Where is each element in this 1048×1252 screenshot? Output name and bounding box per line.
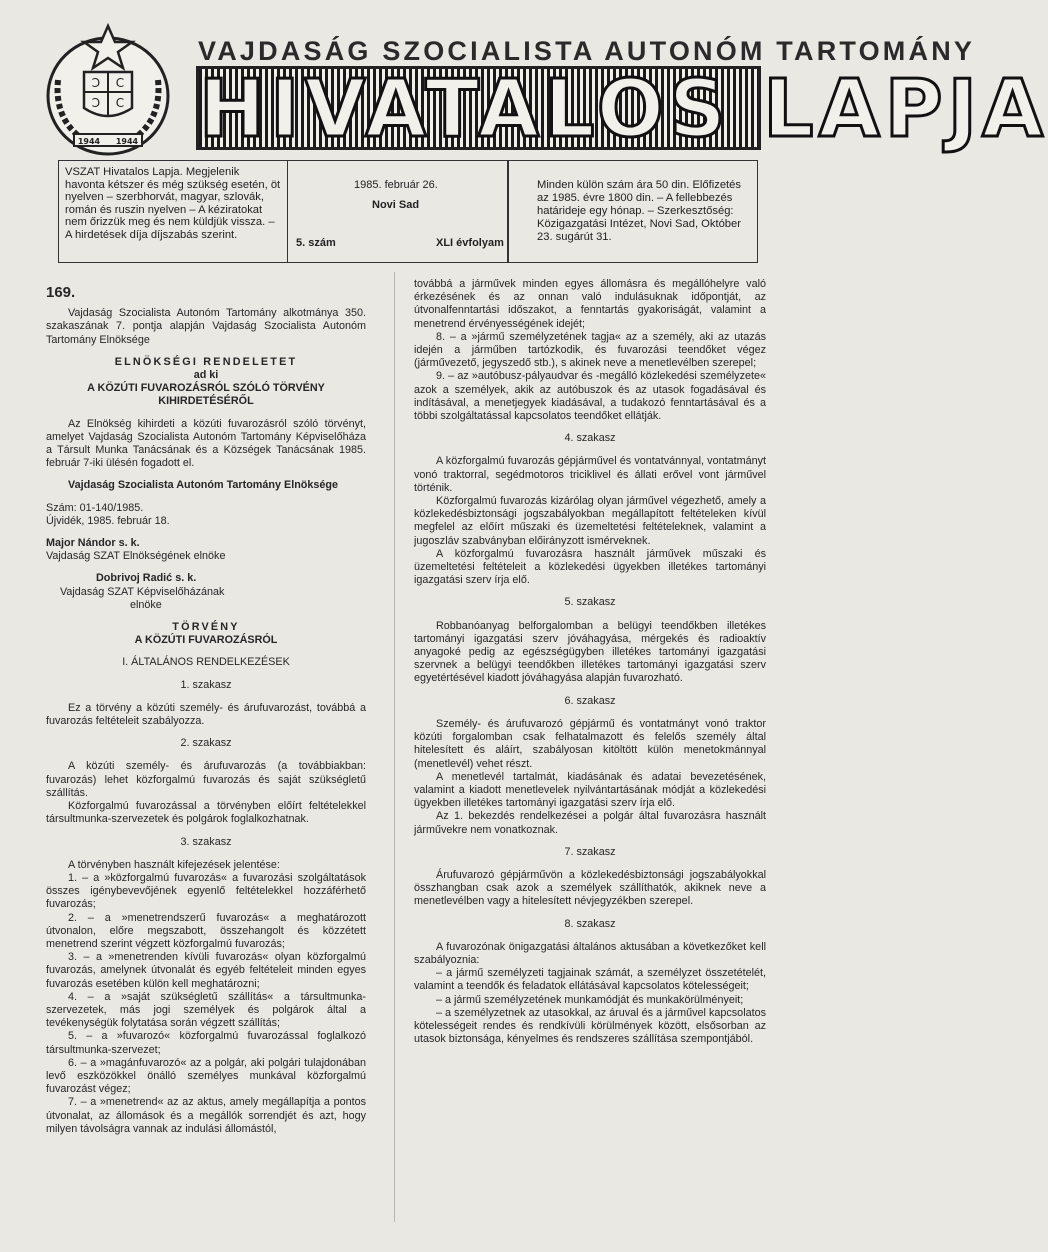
masthead-subtitle: VAJDASÁG SZOCIALISTA AUTONÓM TARTOMÁNY [198, 36, 976, 66]
section-heading: 7. szakasz [564, 845, 616, 858]
section-2-text: A közúti személy- és árufuvarozás (a továbbiakban: fuvarozás) lehet közforgalmú fuvarozás és saját szükségletű szállítás. [46, 760, 366, 799]
svg-text:C: C [115, 96, 125, 110]
section-8-list-item: – a jármű személyzeti tagjainak számát, a személyzet összetételét, valamint a teendők és feladatok ellátásával kapcsolatos kötelességeit; [414, 967, 766, 993]
signer-2-role-2: elnöke [130, 598, 162, 611]
signer-1-name: Major Nándor s. k. [46, 537, 140, 550]
section-4-text: A közforgalmú fuvarozásra használt járművek műszaki és üzemeltetési feltételeit a közlekedési ügyekben illetékes tartományi igazgatási szerv írja elő. [414, 547, 766, 587]
reference-date: Újvidék, 1985. február 18. [46, 514, 170, 527]
price-info-box: Minden külön szám ára 50 din. Előfizetés az 1985. évre 1800 din. – A fellebbezés határideje egy hónap. – Szerkesztőség: Közigazgatási Intézet, Novi Sad, Október 23. sugárút 31. [508, 160, 758, 263]
signer-2-role: Vajdaság SZAT Képviselőházának [60, 585, 225, 598]
section-heading: 4. szakasz [564, 432, 616, 445]
publication-info-box: VSZAT Hivatalos Lapja. Megjelenik havonta kétszer és még szükség esetén, öt nyelven – szerbhorvát, magyar, szlovák, román és ruszin nyelven – A kéziratokat nem őrizzük meg és nem küldjük vissza. – A hirdetések díja díjszabás szerint. [58, 160, 288, 263]
chapter-heading: I. ÁLTALÁNOS RENDELKEZÉSEK [122, 656, 290, 669]
section-8-text: A fuvarozónak önigazgatási általános aktusában a következőket kell szabályoznia: [414, 940, 766, 966]
section-7-text: Árufuvarozó gépjárművön a közlekedésbiztonsági jogszabályokkal összhangban csak azok a személyek szállíthatók, akiknek neve a menetlevélben vagy a hitelesített névjegyzékben szerepel. [414, 868, 766, 908]
section-6-text: Személy- és árufuvarozó gépjármű és vontatmányt vonó traktor közúti forgalomban csak felhatalmazott és felelős személy által hitelesített és aláírt, szabályosan kitöltött külön menetokmánnyal (menetlevél) vehet részt. [414, 717, 766, 770]
signer-1-role: Vajdaság SZAT Elnökségének elnöke [46, 550, 226, 563]
left-column [46, 286, 366, 1136]
coat-of-arms-icon [44, 20, 172, 158]
law-subject: A KÖZÚTI FUVAROZÁSRÓL [134, 634, 278, 647]
signer-2-name: Dobrivoj Radić s. k. [96, 572, 197, 585]
masthead-title [196, 63, 1048, 155]
issue-place: Novi Sad [372, 199, 420, 211]
definition-item: 6. – a »magánfuvarozó« az a polgár, aki polgári tulajdonában levő eszközökkel önálló személyes munkával közforgalmú fuvarozást végez; [46, 1056, 366, 1096]
section-3-intro: A törvényben használt kifejezések jelentése: [68, 858, 280, 871]
section-4-text: Közforgalmú fuvarozás kizárólag olyan járművel végezhető, amely a közlekedésbiztonsági jogszabályokban megállapított feltételeken kívül megfelel az előírt műszaki és üzemeltetési feltételeknek, valamint a jugoszláv szabványban előirányzott ismérveknek. [414, 495, 766, 547]
reference-number: Szám: 01-140/1985. [46, 501, 144, 514]
section-6-text: A menetlevél tartalmát, kiadásának és adatai bevezetésének, valamint a kiadott menetlevelek nyilvántartásának módját a közlekedési ügyekben illetékes tartományi igazgatási szerv írja elő. [414, 770, 766, 810]
section-4-text: A közforgalmú fuvarozás gépjárművel és vontatvánnyal, vontatmányt vonó traktorral, segédmotoros triciklivel és állati erővel vont járművel történik. [414, 455, 766, 494]
decree-intro: Vajdaság Szocialista Autonóm Tartomány alkotmánya 350. szakaszának 7. pontja alapján Vajdaság Szocialista Autonóm Tartomány Elnöksége [46, 307, 366, 346]
presidency-line: Vajdaság Szocialista Autonóm Tartomány Elnöksége [68, 479, 338, 492]
decree-number: 169. [46, 284, 76, 301]
section-heading: 1. szakasz [180, 678, 232, 691]
decree-title-ad-ki: ad ki [193, 369, 219, 382]
definition-item: 3. – a »menetrenden kívüli fuvarozás« olyan közforgalmú fuvarozás, amelynek útvonalát és egyéb feltételeit minden egyes fuvarozás esetében külön kell meghatározni; [46, 951, 366, 990]
section-heading: 8. szakasz [564, 917, 616, 930]
law-title: TÖRVÉNY [172, 621, 240, 634]
decree-proclaim: Az Elnökség kihirdeti a közúti fuvarozásról szóló törvényt, amelyet Vajdaság Szocialista Autonóm Tartomány Képviselőháza a Társult Munka Tanácsának és a Községek Tanácsának 1985. február 7-iki ülésén fogadott el. [46, 417, 366, 470]
issue-number: 5. szám [296, 237, 336, 249]
section-heading: 3. szakasz [180, 835, 232, 848]
section-8-list-item: – a személyzetnek az utasokkal, az áruval és a járművel kapcsolatos kötelességeit rendes és rendkívüli körülmények között, elsősorban az utasok biztonsága, kényelmes és rendszeres szállítása szempontjából. [414, 1006, 766, 1046]
section-heading: 6. szakasz [564, 694, 616, 707]
svg-text:1944: 1944 [115, 137, 139, 146]
decree-subject: A KÖZÚTI FUVAROZÁSRÓL SZÓLÓ TÖRVÉNY KIHIRDETÉSÉRŐL [87, 382, 325, 408]
section-5-text: Robbanóanyag belforgalomban a belügyi teendőkben illetékes tartományi igazgatási szerv jóváhagyása, mérgekés és radioaktív anyagoké pedig az egészségügyben illetékes tartományi igazgatási szervnek a belügyi teendőkben illetékes tartományi igazgatási szerv egyetértésével kiadott jóváhagyása alapján fuvarozható. [414, 619, 766, 685]
decree-title: ELNÖKSÉGI RENDELETET [114, 355, 298, 368]
definition-item: 9. – az »autóbusz-pályaudvar és -megálló közlekedési személyzete« azok a személyek, akik az autóbuszok és az utasok fogadásával és indításával, a menetjegyek kiadásával, a tudakozó fenntartásával és a többi szolgáltatással kapcsolatos teendőket ellátják. [414, 370, 766, 423]
definition-item: 5. – a »fuvarozó« közforgalmú fuvarozással foglalkozó társultmunka-szervezet; [46, 1030, 366, 1056]
definition-item: 8. – a »jármű személyzetének tagja« az a személy, aki az utazás idején a járműben tartózkodik, és fuvarozási teendőket végez (járművezető, jegyszedő stb.), s akinek neve a menetlevélben szerepel; [414, 330, 766, 370]
column-divider [394, 272, 395, 1222]
masthead-title-text: HIVATALOS LAPJA [199, 63, 1048, 155]
section-1-text: Ez a törvény a közúti személy- és árufuvarozást, továbbá a fuvarozás feltételeit szabályozza. [46, 701, 366, 728]
issue-date: 1985. február 26. [354, 179, 438, 191]
issue-volume: XLI évfolyam [436, 237, 504, 249]
section-2-text: Közforgalmú fuvarozással a törvényben előírt feltételekkel társultmunka-szervezetek és polgárok foglalkozhatnak. [46, 800, 366, 826]
section-6-text: Az 1. bekezdés rendelkezései a polgár által fuvarozásra használt járművekre nem vonatkoznak. [414, 810, 766, 836]
definition-continued: továbbá a járművek minden egyes állomásra és megállóhelyre való érkezésének és az onnan való indulásuknak időpontját, az útvonalfenntartási időszakot, a fenntartás gyakoriságát, valamint a menetrend érvényességének idejét; [414, 278, 766, 330]
definition-item: 1. – a »közforgalmú fuvarozás« a fuvarozási szolgáltatások összes igénybevevőjének egyenlő feltételekkel hozzáférhető fuvarozás; [46, 871, 366, 911]
definition-item: 4. – a »saját szükségletű szállítás« a társultmunka-szervezetek, más jogi személyek és polgárok által a tevékenységük folytatása során végzett szállítás; [46, 990, 366, 1030]
svg-text:Ɔ: Ɔ [91, 76, 101, 90]
section-heading: 5. szakasz [564, 596, 616, 609]
definition-item: 2. – a »menetrendszerű fuvarozás« a meghatározott útvonalon, előre megszabott, összehangolt és közzétett menetrend szerint végzett közforgalmú fuvarozás; [46, 911, 366, 950]
section-heading: 2. szakasz [180, 737, 232, 750]
section-8-list-item: – a jármű személyzetének munkamódját és munkakörülményeit; [436, 993, 744, 1006]
svg-text:Ɔ: Ɔ [91, 96, 101, 110]
issue-info-box [288, 160, 508, 263]
right-column [414, 278, 766, 1046]
svg-text:1944: 1944 [77, 137, 101, 146]
svg-text:C: C [115, 76, 125, 90]
definition-item: 7. – a »menetrend« az az aktus, amely megállapítja a pontos útvonalat, az állomások és a megállók sorrendjét és azt, hogy milyen távolságra vannak az indulási állomástól, [46, 1096, 366, 1135]
